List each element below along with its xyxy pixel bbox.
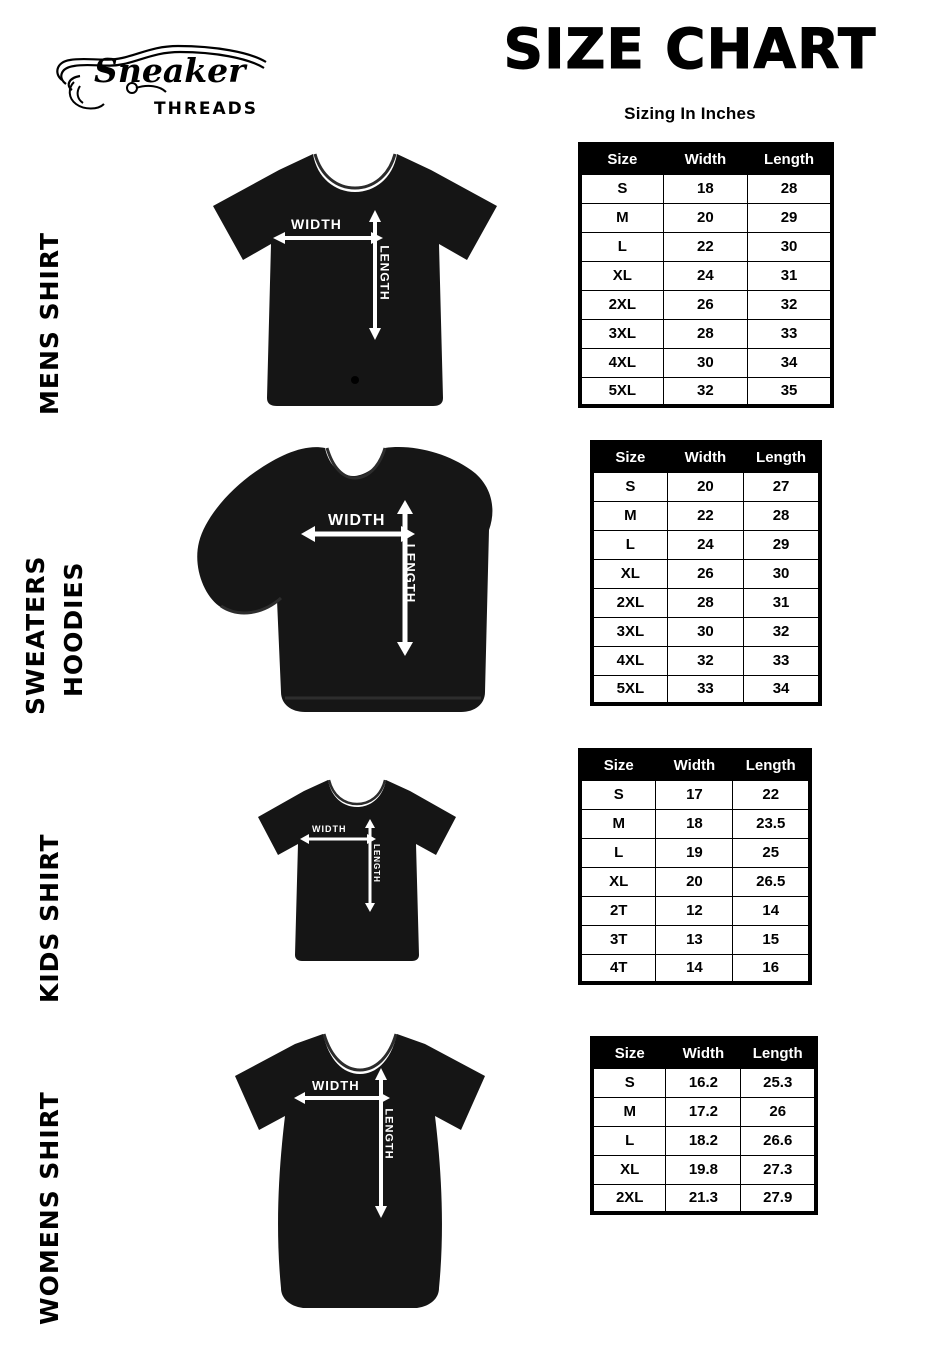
col-width: Width bbox=[656, 750, 733, 780]
table-row bbox=[580, 261, 832, 290]
cell-size: S bbox=[592, 1068, 666, 1097]
page-title: SIZE CHART bbox=[503, 17, 877, 81]
cell-size: 2XL bbox=[580, 290, 663, 319]
col-width: Width bbox=[667, 442, 743, 472]
mens-shirt-illustration bbox=[205, 148, 505, 410]
cell-length: 16 bbox=[733, 954, 810, 983]
cell-width: 20 bbox=[667, 472, 743, 501]
tshirt-icon bbox=[205, 148, 505, 410]
cell-width: 19.8 bbox=[666, 1155, 741, 1184]
cell-width: 18.2 bbox=[666, 1126, 741, 1155]
kids-shirt-illustration bbox=[252, 775, 462, 965]
sweater-length-label: LENGTH bbox=[403, 543, 419, 604]
cell-length: 29 bbox=[748, 203, 832, 232]
cell-width: 12 bbox=[656, 896, 733, 925]
table-row bbox=[592, 675, 820, 704]
table-row bbox=[592, 646, 820, 675]
table-header-row bbox=[580, 144, 832, 174]
cell-size: L bbox=[580, 838, 656, 867]
cell-width: 26 bbox=[667, 559, 743, 588]
table-row bbox=[592, 501, 820, 530]
section-label-hoodies: HOODIES bbox=[59, 561, 88, 697]
cell-size: 3XL bbox=[592, 617, 667, 646]
table-row bbox=[580, 838, 810, 867]
cell-width: 22 bbox=[663, 232, 747, 261]
cell-size: XL bbox=[592, 1155, 666, 1184]
col-length: Length bbox=[748, 144, 832, 174]
sweatshirt-illustration bbox=[185, 430, 525, 730]
table-row bbox=[580, 290, 832, 319]
size-table-kids-shirt bbox=[578, 748, 812, 985]
table-row bbox=[592, 559, 820, 588]
cell-width: 26 bbox=[663, 290, 747, 319]
size-table-sweaters-hoodies bbox=[590, 440, 822, 706]
cell-size: S bbox=[592, 472, 667, 501]
cell-length: 27 bbox=[744, 472, 820, 501]
col-length: Length bbox=[741, 1038, 816, 1068]
table-row bbox=[592, 1097, 816, 1126]
cell-size: 2XL bbox=[592, 588, 667, 617]
table-row bbox=[580, 203, 832, 232]
womens-length-label: LENGTH bbox=[382, 1108, 395, 1160]
table-row bbox=[580, 867, 810, 896]
mens-length-label: LENGTH bbox=[377, 245, 392, 301]
table-row bbox=[592, 530, 820, 559]
cell-size: 3XL bbox=[580, 319, 663, 348]
cell-size: S bbox=[580, 174, 663, 203]
cell-size: 4XL bbox=[580, 348, 663, 377]
cell-length: 22 bbox=[733, 780, 810, 809]
cell-length: 35 bbox=[748, 377, 832, 406]
cell-length: 27.3 bbox=[741, 1155, 816, 1184]
cell-size: 3T bbox=[580, 925, 656, 954]
col-size: Size bbox=[592, 1038, 666, 1068]
cell-size: M bbox=[592, 501, 667, 530]
table-row bbox=[592, 617, 820, 646]
cell-width: 20 bbox=[663, 203, 747, 232]
cell-size: 2XL bbox=[592, 1184, 666, 1213]
table-row bbox=[592, 588, 820, 617]
cell-size: XL bbox=[580, 261, 663, 290]
cell-length: 26 bbox=[741, 1097, 816, 1126]
section-label-womens-shirt: WOMENS SHIRT bbox=[35, 1091, 64, 1325]
col-size: Size bbox=[580, 750, 656, 780]
womens-shirt-illustration bbox=[225, 1026, 495, 1316]
table-row bbox=[580, 377, 832, 406]
table-row bbox=[580, 954, 810, 983]
section-label-sweaters: SWEATERS bbox=[21, 555, 50, 715]
col-length: Length bbox=[744, 442, 820, 472]
table-row bbox=[580, 809, 810, 838]
cell-length: 32 bbox=[748, 290, 832, 319]
sneaker-threads-logo-icon bbox=[44, 26, 274, 118]
table-header-row bbox=[592, 1038, 816, 1068]
cell-length: 14 bbox=[733, 896, 810, 925]
mens-width-label: WIDTH bbox=[291, 216, 342, 232]
cell-size: M bbox=[580, 809, 656, 838]
section-label-mens-shirt: MENS SHIRT bbox=[35, 232, 64, 415]
cell-width: 32 bbox=[663, 377, 747, 406]
page-subtitle: Sizing In Inches bbox=[624, 104, 756, 123]
cell-width: 13 bbox=[656, 925, 733, 954]
kids-width-label: WIDTH bbox=[312, 824, 347, 834]
table-row bbox=[592, 1155, 816, 1184]
svg-text:Sneaker: Sneaker bbox=[94, 51, 246, 90]
cell-width: 21.3 bbox=[666, 1184, 741, 1213]
cell-width: 19 bbox=[656, 838, 733, 867]
cell-size: 2T bbox=[580, 896, 656, 925]
cell-length: 30 bbox=[748, 232, 832, 261]
cell-size: L bbox=[592, 1126, 666, 1155]
cell-length: 31 bbox=[744, 588, 820, 617]
cell-size: L bbox=[592, 530, 667, 559]
cell-length: 34 bbox=[748, 348, 832, 377]
table-row bbox=[580, 348, 832, 377]
col-length: Length bbox=[733, 750, 810, 780]
table-row bbox=[580, 319, 832, 348]
cell-length: 26.5 bbox=[733, 867, 810, 896]
cell-width: 30 bbox=[667, 617, 743, 646]
cell-length: 33 bbox=[744, 646, 820, 675]
womens-tshirt-icon bbox=[225, 1026, 495, 1316]
cell-width: 18 bbox=[663, 174, 747, 203]
cell-width: 17.2 bbox=[666, 1097, 741, 1126]
cell-length: 28 bbox=[748, 174, 832, 203]
cell-width: 22 bbox=[667, 501, 743, 530]
cell-width: 20 bbox=[656, 867, 733, 896]
cell-size: 5XL bbox=[580, 377, 663, 406]
col-size: Size bbox=[580, 144, 663, 174]
table-row bbox=[592, 472, 820, 501]
cell-width: 32 bbox=[667, 646, 743, 675]
cell-width: 30 bbox=[663, 348, 747, 377]
cell-size: M bbox=[592, 1097, 666, 1126]
cell-length: 28 bbox=[744, 501, 820, 530]
kids-length-label: LENGTH bbox=[371, 844, 381, 883]
cell-length: 26.6 bbox=[741, 1126, 816, 1155]
table-row bbox=[580, 174, 832, 203]
cell-width: 28 bbox=[667, 588, 743, 617]
col-size: Size bbox=[592, 442, 667, 472]
cell-length: 31 bbox=[748, 261, 832, 290]
cell-width: 18 bbox=[656, 809, 733, 838]
cell-length: 30 bbox=[744, 559, 820, 588]
cell-size: L bbox=[580, 232, 663, 261]
cell-width: 17 bbox=[656, 780, 733, 809]
cell-size: 4T bbox=[580, 954, 656, 983]
womens-width-label: WIDTH bbox=[312, 1078, 360, 1093]
table-header-row bbox=[592, 442, 820, 472]
cell-width: 33 bbox=[667, 675, 743, 704]
cell-size: 5XL bbox=[592, 675, 667, 704]
cell-size: S bbox=[580, 780, 656, 809]
table-row bbox=[592, 1068, 816, 1097]
cell-length: 25.3 bbox=[741, 1068, 816, 1097]
table-row bbox=[580, 232, 832, 261]
size-table-mens-shirt bbox=[578, 142, 834, 408]
cell-width: 14 bbox=[656, 954, 733, 983]
sweatshirt-icon bbox=[185, 430, 525, 730]
cell-length: 25 bbox=[733, 838, 810, 867]
cell-length: 32 bbox=[744, 617, 820, 646]
table-header-row bbox=[580, 750, 810, 780]
cell-size: M bbox=[580, 203, 663, 232]
section-label-kids-shirt: KIDS SHIRT bbox=[35, 833, 64, 1003]
table-row bbox=[580, 780, 810, 809]
col-width: Width bbox=[663, 144, 747, 174]
kids-tshirt-icon bbox=[252, 775, 462, 965]
svg-text:THREADS: THREADS bbox=[154, 99, 259, 118]
cell-width: 16.2 bbox=[666, 1068, 741, 1097]
cell-length: 34 bbox=[744, 675, 820, 704]
cell-length: 33 bbox=[748, 319, 832, 348]
sweater-width-label: WIDTH bbox=[328, 512, 386, 529]
brand-logo bbox=[44, 26, 274, 116]
col-width: Width bbox=[666, 1038, 741, 1068]
cell-size: XL bbox=[580, 867, 656, 896]
cell-width: 24 bbox=[663, 261, 747, 290]
cell-length: 29 bbox=[744, 530, 820, 559]
cell-length: 15 bbox=[733, 925, 810, 954]
table-row bbox=[580, 896, 810, 925]
table-row bbox=[592, 1184, 816, 1213]
cell-size: 4XL bbox=[592, 646, 667, 675]
size-table-womens-shirt bbox=[590, 1036, 818, 1215]
cell-width: 28 bbox=[663, 319, 747, 348]
table-row bbox=[592, 1126, 816, 1155]
cell-width: 24 bbox=[667, 530, 743, 559]
cell-length: 23.5 bbox=[733, 809, 810, 838]
cell-length: 27.9 bbox=[741, 1184, 816, 1213]
cell-size: XL bbox=[592, 559, 667, 588]
table-row bbox=[580, 925, 810, 954]
